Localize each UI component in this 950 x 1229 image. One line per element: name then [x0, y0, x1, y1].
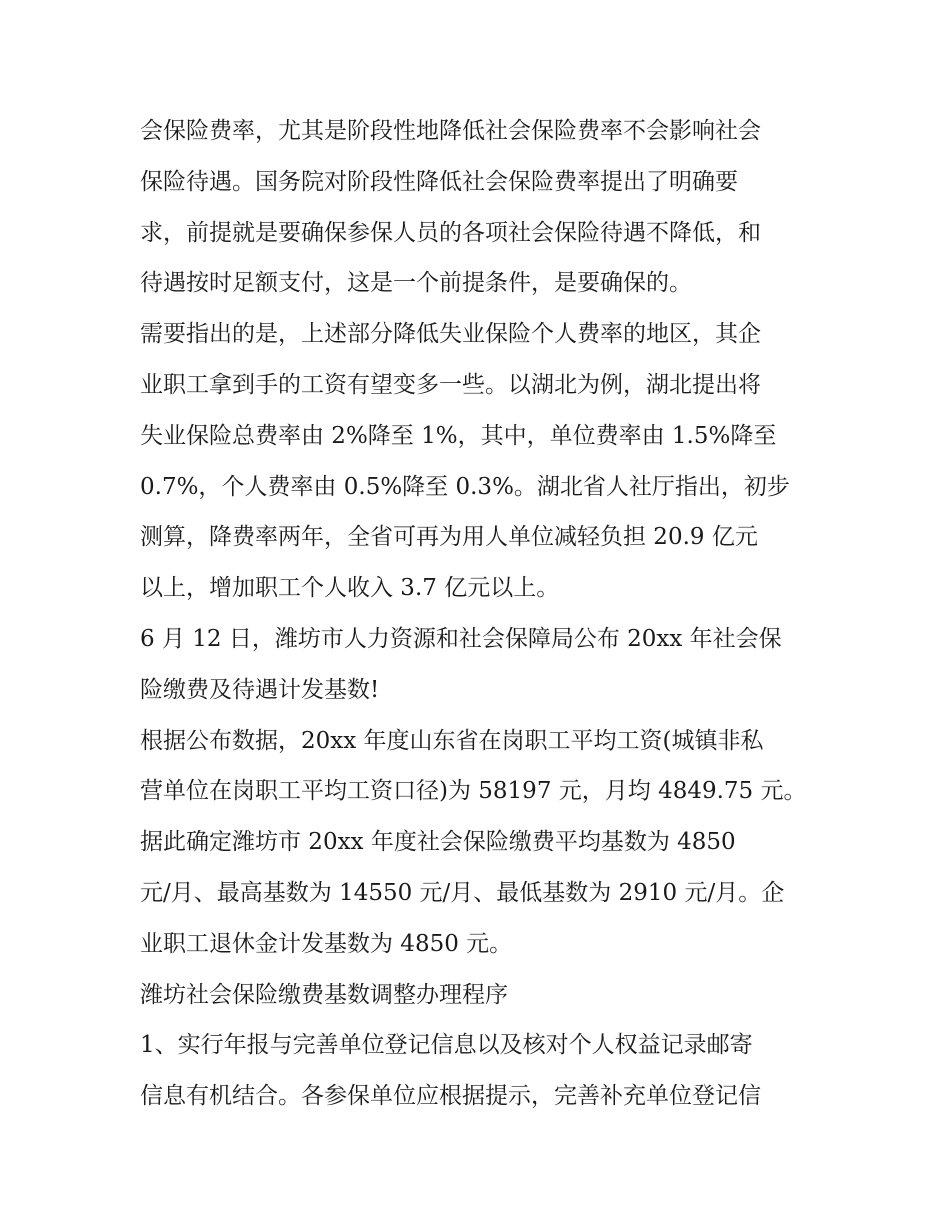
text-line: 元/月、最高基数为 14550 元/月、最低基数为 2910 元/月。企 [140, 879, 785, 906]
section-heading: 潍坊社会保险缴费基数调整办理程序 [140, 981, 508, 1008]
text-line: 业职工拿到手的工资有望变多一些。以湖北为例，湖北提出将 [140, 371, 761, 398]
text-line: 会保险费率，尤其是阶段性地降低社会保险费率不会影响社会 [140, 118, 761, 144]
text-line: 保险待遇。国务院对阶段性降低社会保险费率提出了明确要 [140, 168, 738, 195]
text-line: 以上，增加职工个人收入 3.7 亿元以上。 [140, 575, 560, 602]
text-line: 险缴费及待遇计发基数! [140, 676, 380, 703]
text-line: 0.7%，个人费率由 0.5%降至 0.3%。湖北省人社厅指出，初步 [140, 473, 790, 500]
document-body [140, 106, 820, 1122]
text-line: 求，前提就是要确保参保人员的各项社会保险待遇不降低，和 [140, 219, 761, 246]
text-line: 待遇按时足额支付，这是一个前提条件，是要确保的。 [140, 270, 692, 297]
text-line: 6 月 12 日，潍坊市人力资源和社会保障局公布 20xx 年社会保 [140, 625, 782, 652]
text-line: 需要指出的是，上述部分降低失业保险个人费率的地区，其企 [140, 321, 761, 348]
text-line: 1、实行年报与完善单位登记信息以及核对个人权益记录邮寄 [140, 1032, 753, 1059]
text-line: 失业保险总费率由 2%降至 1%，其中，单位费率由 1.5%降至 [140, 422, 777, 449]
text-line: 据此确定潍坊市 20xx 年度社会保险缴费平均基数为 4850 [140, 829, 736, 856]
text-line: 业职工退休金计发基数为 4850 元。 [140, 930, 513, 957]
text-line: 根据公布数据，20xx 年度山东省在岗职工平均工资(城镇非私 [140, 727, 764, 754]
text-line: 信息有机结合。各参保单位应根据提示，完善补充单位登记信 [140, 1083, 761, 1110]
text-line: 测算，降费率两年，全省可再为用人单位减轻负担 20.9 亿元 [140, 524, 758, 551]
text-line: 营单位在岗职工平均工资口径)为 58197 元，月均 4849.75 元。 [140, 778, 807, 805]
